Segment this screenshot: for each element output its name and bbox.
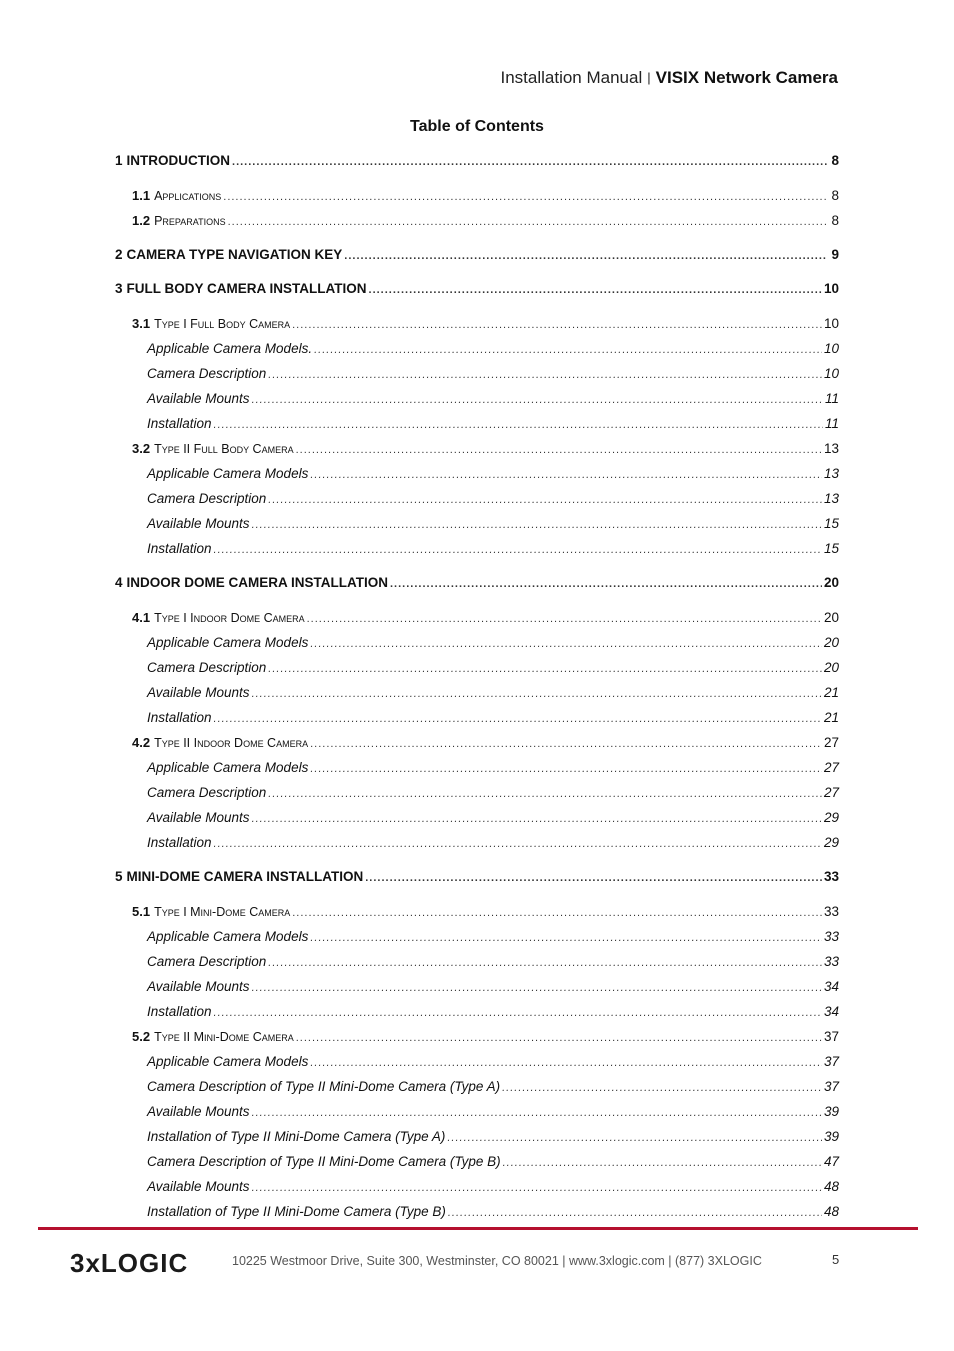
toc-entry-title: Applicable Camera Models. <box>147 341 313 356</box>
toc-entry-page: 27 <box>823 785 839 800</box>
toc-entry-title: Installation <box>147 1004 212 1019</box>
toc-entry[interactable] <box>115 901 839 923</box>
dot-leader <box>268 364 822 386</box>
toc-entry-page: 37 <box>823 1029 839 1044</box>
toc-entry-page: 20 <box>823 660 839 675</box>
toc-entry-title: Installation <box>147 541 212 556</box>
page-number: 5 <box>832 1252 840 1267</box>
toc-entry-number: 4 <box>115 575 123 590</box>
toc-entry[interactable] <box>115 926 839 948</box>
toc-entry-page: 9 <box>831 247 839 262</box>
dot-leader <box>292 314 822 336</box>
dot-leader <box>268 952 822 974</box>
toc-entry-page: 27 <box>823 760 839 775</box>
toc-entry-page: 15 <box>823 516 839 531</box>
toc-entry-page: 37 <box>823 1054 839 1069</box>
dot-leader <box>228 211 827 233</box>
toc-entry-title: Applicable Camera Models <box>147 635 309 650</box>
toc-entry-page: 47 <box>823 1154 839 1169</box>
running-header <box>500 68 838 88</box>
toc-entry-page: 11 <box>824 416 839 431</box>
toc-entry-number: 3.2 <box>132 441 151 456</box>
dot-leader <box>502 1077 822 1099</box>
toc-entry-page: 13 <box>823 441 839 456</box>
toc-entry[interactable] <box>115 657 839 679</box>
toc-entry[interactable] <box>115 1051 839 1073</box>
toc-entry-title: Available Mounts <box>147 391 250 406</box>
toc-entry-number: 1 <box>115 153 123 168</box>
dot-leader <box>214 539 822 561</box>
toc-entry-page: 37 <box>823 1079 839 1094</box>
toc-entry-title: FULL BODY CAMERA INSTALLATION <box>126 281 367 296</box>
toc-entry[interactable] <box>115 513 839 535</box>
toc-entry-title: INTRODUCTION <box>126 153 231 168</box>
toc-entry[interactable] <box>115 1101 839 1123</box>
dot-leader <box>310 1052 822 1074</box>
toc-entry-title: Applicable Camera Models <box>147 1054 309 1069</box>
toc-entry-title: Type I Full Body Camera <box>154 317 291 331</box>
toc-entry-page: 20 <box>823 635 839 650</box>
toc-entry-page: 34 <box>823 1004 839 1019</box>
toc-entry[interactable] <box>115 632 839 654</box>
toc-entry-title: Available Mounts <box>147 1104 250 1119</box>
toc-entry-title: Installation <box>147 416 212 431</box>
toc-entry[interactable] <box>115 413 839 435</box>
dot-leader <box>252 808 822 830</box>
dot-leader <box>310 464 822 486</box>
dot-leader <box>369 279 822 301</box>
toc-entry-page: 27 <box>823 735 839 750</box>
toc-entry-number: 1.2 <box>132 213 151 228</box>
dot-leader <box>252 977 822 999</box>
toc-entry[interactable] <box>115 951 839 973</box>
toc-entry[interactable] <box>115 150 839 172</box>
footer-address: 10225 Westmoor Drive, Suite 300, Westminster, CO 80021 | www.3xlogic.com | (877) 3XLOGIC <box>232 1254 762 1268</box>
toc-entry-number: 3.1 <box>132 316 151 331</box>
dot-leader <box>252 514 822 536</box>
toc-entry[interactable] <box>115 278 839 300</box>
dot-leader <box>448 1202 822 1224</box>
toc-entry-title: Installation <box>147 835 212 850</box>
dot-leader <box>296 1027 822 1049</box>
toc-entry-page: 8 <box>831 153 839 168</box>
toc-entry-title: Preparations <box>154 214 226 228</box>
dot-leader <box>214 708 822 730</box>
toc-entry-title: Available Mounts <box>147 1179 250 1194</box>
toc-entry-page: 8 <box>831 188 839 203</box>
toc-entry-title: Camera Description <box>147 660 267 675</box>
toc-entry-page: 33 <box>823 954 839 969</box>
manual-title: Installation Manual <box>500 68 643 87</box>
toc-entry-page: 33 <box>823 929 839 944</box>
toc-entry[interactable] <box>115 1076 839 1098</box>
toc-entry-title: Type I Indoor Dome Camera <box>154 611 305 625</box>
toc-entry-page: 21 <box>823 685 839 700</box>
dot-leader <box>223 186 827 208</box>
header-separator: | <box>647 70 651 85</box>
dot-leader <box>344 245 827 267</box>
toc-entry-page: 39 <box>823 1129 839 1144</box>
toc-entry-page: 29 <box>823 835 839 850</box>
dot-leader <box>252 1177 822 1199</box>
toc-entry[interactable] <box>115 976 839 998</box>
toc-entry[interactable] <box>115 572 839 594</box>
company-logo <box>70 1248 205 1276</box>
toc-entry[interactable] <box>115 1001 839 1023</box>
toc-entry[interactable] <box>115 463 839 485</box>
toc-entry-page: 20 <box>823 610 839 625</box>
dot-leader <box>296 439 822 461</box>
dot-leader <box>310 633 822 655</box>
toc-entry-page: 48 <box>823 1204 839 1219</box>
toc-entry-title: Applicable Camera Models <box>147 760 309 775</box>
toc-entry-page: 15 <box>823 541 839 556</box>
toc-entry[interactable] <box>115 388 839 410</box>
dot-leader <box>307 608 822 630</box>
dot-leader <box>268 783 822 805</box>
dot-leader <box>292 902 822 924</box>
toc-entry[interactable] <box>115 807 839 829</box>
dot-leader <box>503 1152 822 1174</box>
toc-entry-page: 21 <box>823 710 839 725</box>
toc-entry-title: Available Mounts <box>147 516 250 531</box>
toc-entry-page: 33 <box>823 904 839 919</box>
footer-divider <box>38 1227 918 1230</box>
dot-leader <box>214 833 822 855</box>
toc-entry-number: 3 <box>115 281 123 296</box>
toc-entry-page: 10 <box>823 341 839 356</box>
dot-leader <box>268 489 822 511</box>
dot-leader <box>252 1102 822 1124</box>
dot-leader <box>252 389 823 411</box>
toc-entry-number: 4.1 <box>132 610 151 625</box>
toc-entry-page: 13 <box>823 491 839 506</box>
toc-entry[interactable] <box>115 313 839 335</box>
toc-entry-title: Available Mounts <box>147 685 250 700</box>
toc-entry[interactable] <box>115 682 839 704</box>
dot-leader <box>365 867 822 889</box>
dot-leader <box>310 733 822 755</box>
toc-entry-page: 13 <box>823 466 839 481</box>
toc-entry-page: 10 <box>823 281 839 296</box>
toc-entry-title: Camera Description <box>147 366 267 381</box>
toc-entry-title: Available Mounts <box>147 810 250 825</box>
toc-entry-title: Installation of Type II Mini-Dome Camera (Type A) <box>147 1129 446 1144</box>
dot-leader <box>310 758 822 780</box>
toc-entry[interactable] <box>115 757 839 779</box>
toc-entry-title: Camera Description <box>147 954 267 969</box>
toc-entry[interactable] <box>115 707 839 729</box>
toc-entry-number: 5 <box>115 869 123 884</box>
toc-entry[interactable] <box>115 1201 839 1223</box>
toc-entry-number: 5.1 <box>132 904 151 919</box>
toc-entry-page: 39 <box>823 1104 839 1119</box>
toc-entry-title: CAMERA TYPE NAVIGATION KEY <box>126 247 343 262</box>
toc-entry[interactable] <box>115 363 839 385</box>
toc-entry[interactable] <box>115 866 839 888</box>
toc-entry-title: Installation <box>147 710 212 725</box>
toc-entry-page: 33 <box>823 869 839 884</box>
toc-entry[interactable] <box>115 732 839 754</box>
toc-entry-title: MINI-DOME CAMERA INSTALLATION <box>126 869 364 884</box>
toc-entry-page: 11 <box>824 391 839 406</box>
toc-entry-title: Applications <box>154 189 222 203</box>
toc-entry[interactable] <box>115 607 839 629</box>
toc-entry[interactable] <box>115 488 839 510</box>
toc-entry-title: Type II Full Body Camera <box>154 442 294 456</box>
toc-entry-title: Camera Description of Type II Mini-Dome Camera (Type A) <box>147 1079 501 1094</box>
toc-entry-title: Installation of Type II Mini-Dome Camera (Type B) <box>147 1204 446 1219</box>
dot-leader <box>214 414 823 436</box>
toc-entry[interactable] <box>115 244 839 266</box>
toc-entry-title: Camera Description <box>147 785 267 800</box>
toc-entry[interactable] <box>115 1176 839 1198</box>
toc-entry[interactable] <box>115 438 839 460</box>
dot-leader <box>447 1127 822 1149</box>
dot-leader <box>268 658 822 680</box>
toc-entry[interactable] <box>115 185 839 207</box>
logo-wordmark: 3xLOGIC <box>70 1248 189 1276</box>
toc-entry-page: 34 <box>823 979 839 994</box>
toc-entry-page: 8 <box>831 213 839 228</box>
toc-entry[interactable] <box>115 1026 839 1048</box>
product-name: VISIX Network Camera <box>655 68 838 87</box>
toc-entry[interactable] <box>115 782 839 804</box>
dot-leader <box>314 339 822 361</box>
toc-entry-page: 29 <box>823 810 839 825</box>
toc-entry-title: Type II Indoor Dome Camera <box>154 736 309 750</box>
toc-entry[interactable] <box>115 1151 839 1173</box>
toc-entry-page: 10 <box>823 316 839 331</box>
toc-entry-page: 20 <box>823 575 839 590</box>
toc-entry[interactable] <box>115 210 839 232</box>
toc-entry[interactable] <box>115 832 839 854</box>
toc-entry-title: Applicable Camera Models <box>147 466 309 481</box>
toc-entry-number: 2 <box>115 247 123 262</box>
toc-entry-number: 4.2 <box>132 735 151 750</box>
toc-entry-title: Type II Mini-Dome Camera <box>154 1030 294 1044</box>
toc-entry-title: Applicable Camera Models <box>147 929 309 944</box>
toc-entry-page: 48 <box>823 1179 839 1194</box>
toc-entry-number: 1.1 <box>132 188 151 203</box>
toc-entry[interactable] <box>115 1126 839 1148</box>
toc-entry-title: INDOOR DOME CAMERA INSTALLATION <box>126 575 388 590</box>
toc-entry-number: 5.2 <box>132 1029 151 1044</box>
toc-heading: Table of Contents <box>410 118 544 135</box>
dot-leader <box>214 1002 822 1024</box>
toc-entry-page: 10 <box>823 366 839 381</box>
dot-leader <box>390 573 822 595</box>
toc-entry-title: Type I Mini-Dome Camera <box>154 905 291 919</box>
toc-entry-title: Camera Description of Type II Mini-Dome Camera (Type B) <box>147 1154 501 1169</box>
toc-entry[interactable] <box>115 538 839 560</box>
dot-leader <box>252 683 822 705</box>
toc-entry-title: Available Mounts <box>147 979 250 994</box>
toc-entry[interactable] <box>115 338 839 360</box>
dot-leader <box>310 927 822 949</box>
dot-leader <box>232 151 827 173</box>
toc-entry-title: Camera Description <box>147 491 267 506</box>
